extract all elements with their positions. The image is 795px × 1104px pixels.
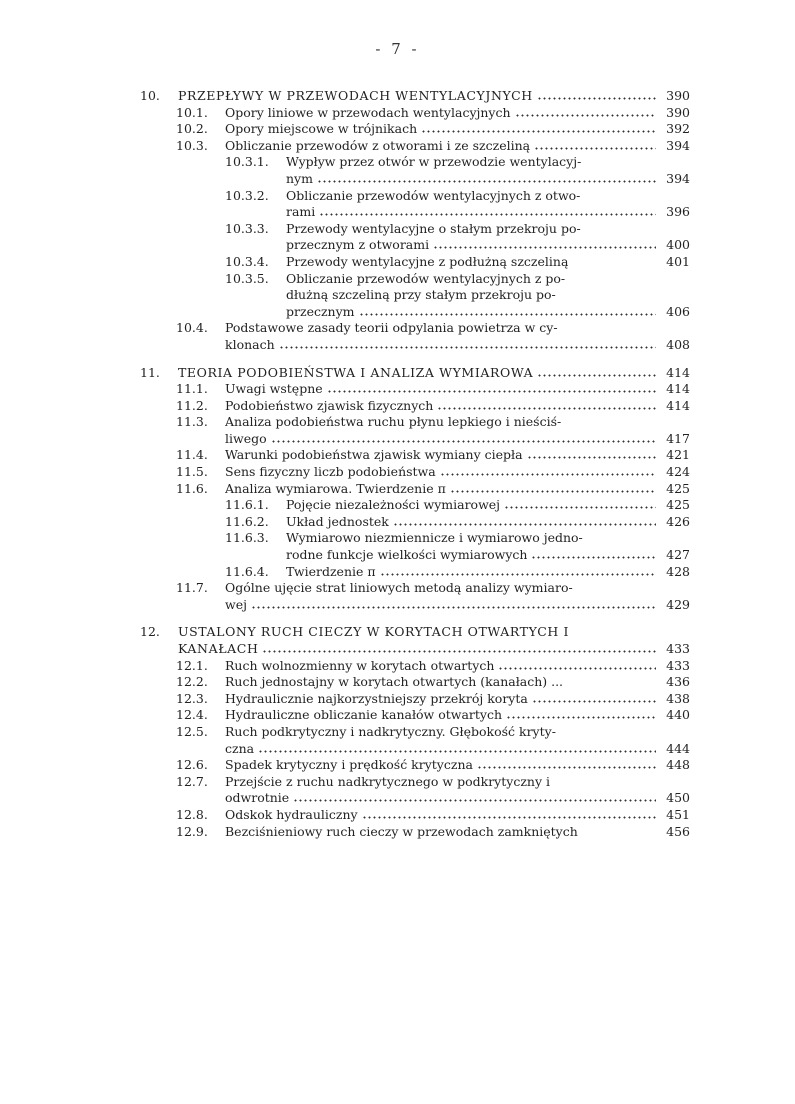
entry-page: 448 — [666, 757, 690, 773]
entry-number: 11.6.3. — [225, 530, 269, 546]
toc-entry-10-3-3-cont[interactable] — [140, 237, 690, 254]
dot-leader — [477, 757, 656, 769]
entry-page: 406 — [666, 303, 690, 319]
entry-page: 394 — [666, 137, 690, 153]
dot-leader — [258, 741, 656, 753]
entry-title: Podstawowe zasady teorii odpylania powietrza w cy- — [225, 320, 558, 336]
entry-page: 414 — [666, 397, 690, 413]
dot-leader — [450, 481, 656, 493]
dot-leader — [515, 105, 656, 117]
entry-page: 394 — [666, 170, 690, 186]
chapter-10 — [140, 88, 690, 354]
entry-title: Analiza wymiarowa. Twierdzenie π — [225, 480, 446, 496]
chapter-12 — [140, 624, 690, 840]
entry-number: 10.3. — [176, 137, 208, 153]
toc-entry-12-1[interactable] — [140, 658, 690, 675]
toc-entry-10-3-4[interactable] — [140, 254, 690, 271]
entry-page: 424 — [666, 464, 690, 480]
entry-page: 390 — [666, 88, 690, 103]
toc-entry-10-3-1[interactable] — [140, 154, 690, 171]
entry-title-continued: klonach — [225, 336, 275, 352]
dot-leader — [440, 464, 656, 476]
toc-entry-12-6[interactable] — [140, 757, 690, 774]
entry-title: Opory miejscowe w trójnikach — [225, 121, 418, 137]
entry-number: 10.3.5. — [225, 270, 269, 286]
dot-leader — [380, 564, 656, 576]
entry-page: 414 — [666, 364, 690, 380]
toc-entry-10-3-1-cont[interactable] — [140, 171, 690, 188]
dot-leader — [317, 171, 656, 183]
toc-entry-10-3-3[interactable] — [140, 221, 690, 238]
entry-number: 11.6.4. — [225, 563, 269, 579]
entry-title-continued: czna — [225, 740, 255, 756]
entry-page: 436 — [666, 674, 690, 690]
entry-page: 433 — [666, 641, 690, 656]
entry-title: Obliczanie przewodów wentylacyjnych z po- — [286, 270, 566, 286]
dot-leader — [421, 121, 656, 133]
entry-title: Przewody wentylacyjne z podłużną szczeliną — [286, 253, 569, 269]
entry-title-continued: przecznym z otworami — [286, 237, 430, 253]
entry-title: Hydrauliczne obliczanie kanałów otwartych — [225, 707, 503, 723]
entry-page: 392 — [666, 121, 690, 137]
toc-entry-11-6-4[interactable] — [140, 564, 690, 581]
entry-title: Przejście z ruchu nadkrytycznego w podkrytyczny i — [225, 773, 550, 789]
entry-title: Pojęcie niezależności wymiarowej — [286, 497, 501, 513]
entry-title-continued: rodne funkcje wielkości wymiarowych — [286, 547, 528, 563]
entry-page: 396 — [666, 204, 690, 220]
entry-title: USTALONY RUCH CIECZY W KORYTACH OTWARTYCH I — [178, 624, 570, 640]
toc-entry-10-3-2[interactable] — [140, 188, 690, 205]
entry-title: Uwagi wstępne — [225, 381, 323, 397]
toc-entry-11-7-cont[interactable] — [140, 597, 690, 614]
entry-page: 456 — [666, 823, 690, 839]
entry-page: 421 — [666, 447, 690, 463]
dot-leader — [262, 641, 656, 653]
entry-page: 390 — [666, 104, 690, 120]
toc-entry-11-5[interactable] — [140, 464, 690, 481]
entry-title: Sens fizyczny liczb podobieństwa — [225, 464, 436, 480]
entry-number: 10.2. — [176, 121, 208, 137]
entry-number: 10.3.2. — [225, 187, 269, 203]
entry-number: 12.6. — [176, 757, 208, 773]
entry-title: Odskok hydrauliczny — [225, 806, 358, 822]
toc-entry-12-8[interactable] — [140, 807, 690, 824]
entry-number: 11.6.1. — [225, 497, 269, 513]
entry-number: 11. — [140, 364, 160, 380]
dot-leader — [271, 431, 656, 443]
entry-title: Spadek krytyczny i prędkość krytyczna — [225, 757, 473, 773]
toc-entry-12-7[interactable] — [140, 774, 690, 791]
entry-number: 12.5. — [176, 723, 208, 739]
entry-number: 10.1. — [176, 104, 208, 120]
entry-number: 11.4. — [176, 447, 208, 463]
entry-number: 11.7. — [176, 580, 208, 596]
toc-entry-10-3[interactable] — [140, 138, 690, 155]
toc-entry-12-4[interactable] — [140, 707, 690, 724]
dot-leader — [251, 597, 656, 609]
toc-entry-12-7-cont[interactable] — [140, 790, 690, 807]
toc-entry-11-3-cont[interactable] — [140, 431, 690, 448]
entry-page: 451 — [666, 806, 690, 822]
entry-title-continued: liwego — [225, 430, 267, 446]
entry-title: Obliczanie przewodów z otworami i ze szczeliną — [225, 137, 531, 153]
entry-title: Podobieństwo zjawisk fizycznych — [225, 397, 434, 413]
entry-number: 11.3. — [176, 414, 208, 430]
entry-number: 10.3.1. — [225, 154, 269, 170]
entry-title: Przewody wentylacyjne o stałym przekroju po- — [286, 220, 581, 236]
page-number: - 7 - — [375, 40, 420, 58]
toc-entry-11-6[interactable] — [140, 481, 690, 498]
entry-number: 11.2. — [176, 397, 208, 413]
entry-number: 10.3.3. — [225, 220, 269, 236]
entry-title-continued: dłużną szczeliną przy stałym przekroju po- — [286, 287, 556, 303]
toc-entry-12-cont[interactable] — [140, 641, 690, 658]
toc-entry-12-5[interactable] — [140, 724, 690, 741]
toc-entry-11[interactable] — [140, 365, 690, 382]
dot-leader — [534, 138, 656, 150]
dot-leader — [279, 337, 656, 349]
entry-number: 12.2. — [176, 674, 208, 690]
entry-page: 450 — [666, 790, 690, 806]
entry-title: Wymiarowo niezmiennicze i wymiarowo jedno- — [286, 530, 583, 546]
entry-title: Opory liniowe w przewodach wentylacyjnych — [225, 104, 511, 120]
entry-number: 12.1. — [176, 657, 208, 673]
toc-entry-12-2[interactable] — [140, 674, 690, 691]
entry-title: TEORIA PODOBIEŃSTWA I ANALIZA WYMIAROWA — [178, 364, 534, 380]
dot-leader — [531, 547, 656, 559]
toc-entry-11-2[interactable] — [140, 398, 690, 415]
dot-leader — [437, 398, 656, 410]
entry-page: 417 — [666, 430, 690, 446]
dot-leader — [506, 707, 656, 719]
toc-entry-11-7[interactable] — [140, 580, 690, 597]
entry-page: 433 — [666, 657, 690, 673]
entry-page: 428 — [666, 563, 690, 579]
entry-number: 11.5. — [176, 464, 208, 480]
toc-entry-12[interactable] — [140, 624, 690, 641]
entry-page: 408 — [666, 336, 690, 352]
table-of-contents — [140, 88, 690, 851]
dot-leader — [359, 304, 656, 316]
entry-number: 10.3.4. — [225, 253, 269, 269]
toc-entry-11-6-2[interactable] — [140, 514, 690, 531]
entry-number: 12.9. — [176, 823, 208, 839]
entry-number: 12. — [140, 624, 160, 640]
entry-title: Warunki podobieństwa zjawisk wymiany ciepła — [225, 447, 523, 463]
chapter-11 — [140, 365, 690, 614]
toc-entry-12-9[interactable] — [140, 824, 690, 841]
entry-page: 440 — [666, 707, 690, 723]
entry-page: 444 — [666, 740, 690, 756]
entry-title: Ogólne ujęcie strat liniowych metodą analizy wymiaro- — [225, 580, 573, 596]
dot-leader — [537, 88, 656, 100]
entry-page: 429 — [666, 596, 690, 612]
entry-page: 438 — [666, 690, 690, 706]
toc-entry-11-1[interactable] — [140, 381, 690, 398]
entry-number: 12.3. — [176, 690, 208, 706]
entry-title: Obliczanie przewodów wentylacyjnych z otwo- — [286, 187, 581, 203]
dot-leader — [537, 365, 656, 377]
toc-entry-11-3[interactable] — [140, 414, 690, 431]
entry-title-continued: rami — [286, 204, 316, 220]
entry-page: 426 — [666, 513, 690, 529]
entry-number: 12.4. — [176, 707, 208, 723]
toc-entry-12-5-cont[interactable] — [140, 741, 690, 758]
entry-title: Ruch podkrytyczny i nadkrytyczny. Głębokość kryty- — [225, 723, 556, 739]
toc-entry-11-6-3-cont[interactable] — [140, 547, 690, 564]
entry-number: 11.6.2. — [225, 513, 269, 529]
dot-leader — [319, 204, 656, 216]
entry-title: Hydraulicznie najkorzystniejszy przekrój koryta — [225, 690, 528, 706]
dot-leader — [433, 237, 656, 249]
toc-entry-11-6-1[interactable] — [140, 497, 690, 514]
entry-number: 10.4. — [176, 320, 208, 336]
entry-number: 12.8. — [176, 806, 208, 822]
toc-entry-10-4-cont[interactable] — [140, 337, 690, 354]
entry-page: 425 — [666, 497, 690, 513]
entry-title-continued: wej — [225, 596, 247, 612]
entry-page: 427 — [666, 547, 690, 563]
toc-entry-12-3[interactable] — [140, 691, 690, 708]
entry-title: Wypływ przez otwór w przewodzie wentylacyj- — [286, 154, 582, 170]
entry-title: Ruch wolnozmienny w korytach otwartych — [225, 657, 495, 673]
entry-number: 11.1. — [176, 381, 208, 397]
entry-page: 414 — [666, 381, 690, 397]
dot-leader — [293, 790, 656, 802]
entry-number: 12.7. — [176, 773, 208, 789]
dot-leader — [327, 381, 656, 393]
entry-title: Bezciśnieniowy ruch cieczy w przewodach zamkniętych — [225, 823, 578, 839]
entry-title: Ruch jednostajny w korytach otwartych (kanałach) ... — [225, 674, 564, 690]
entry-title-continued: KANAŁACH — [178, 641, 259, 656]
toc-entry-10-3-5-cont[interactable] — [140, 287, 690, 304]
entry-title: Analiza podobieństwa ruchu płynu lepkiego i nieściś- — [225, 414, 562, 430]
entry-title: Układ jednostek — [286, 513, 389, 529]
entry-title: Twierdzenie π — [286, 563, 376, 579]
entry-page: 401 — [666, 253, 690, 269]
toc-entry-10-3-5[interactable] — [140, 271, 690, 288]
dot-leader — [504, 497, 656, 509]
dot-leader — [393, 514, 656, 526]
entry-number: 10. — [140, 88, 160, 103]
toc-entry-10-1[interactable] — [140, 105, 690, 122]
toc-entry-11-6-3[interactable] — [140, 530, 690, 547]
toc-entry-10-2[interactable] — [140, 121, 690, 138]
toc-entry-10-3-5-cont2[interactable] — [140, 304, 690, 321]
dot-leader — [362, 807, 656, 819]
toc-entry-10-4[interactable] — [140, 320, 690, 337]
entry-title-continued: nym — [286, 170, 313, 186]
toc-entry-11-4[interactable] — [140, 447, 690, 464]
entry-title-continued: przecznym — [286, 303, 355, 319]
toc-entry-10-3-2-cont[interactable] — [140, 204, 690, 221]
entry-page: 425 — [666, 480, 690, 496]
dot-leader — [527, 447, 656, 459]
entry-page: 400 — [666, 237, 690, 253]
dot-leader — [498, 658, 656, 670]
entry-title-continued: odwrotnie — [225, 790, 290, 806]
toc-entry-10[interactable] — [140, 88, 690, 105]
entry-number: 11.6. — [176, 480, 208, 496]
dot-leader — [532, 691, 656, 703]
entry-title: PRZEPŁYWY W PRZEWODACH WENTYLACYJNYCH — [178, 88, 533, 103]
